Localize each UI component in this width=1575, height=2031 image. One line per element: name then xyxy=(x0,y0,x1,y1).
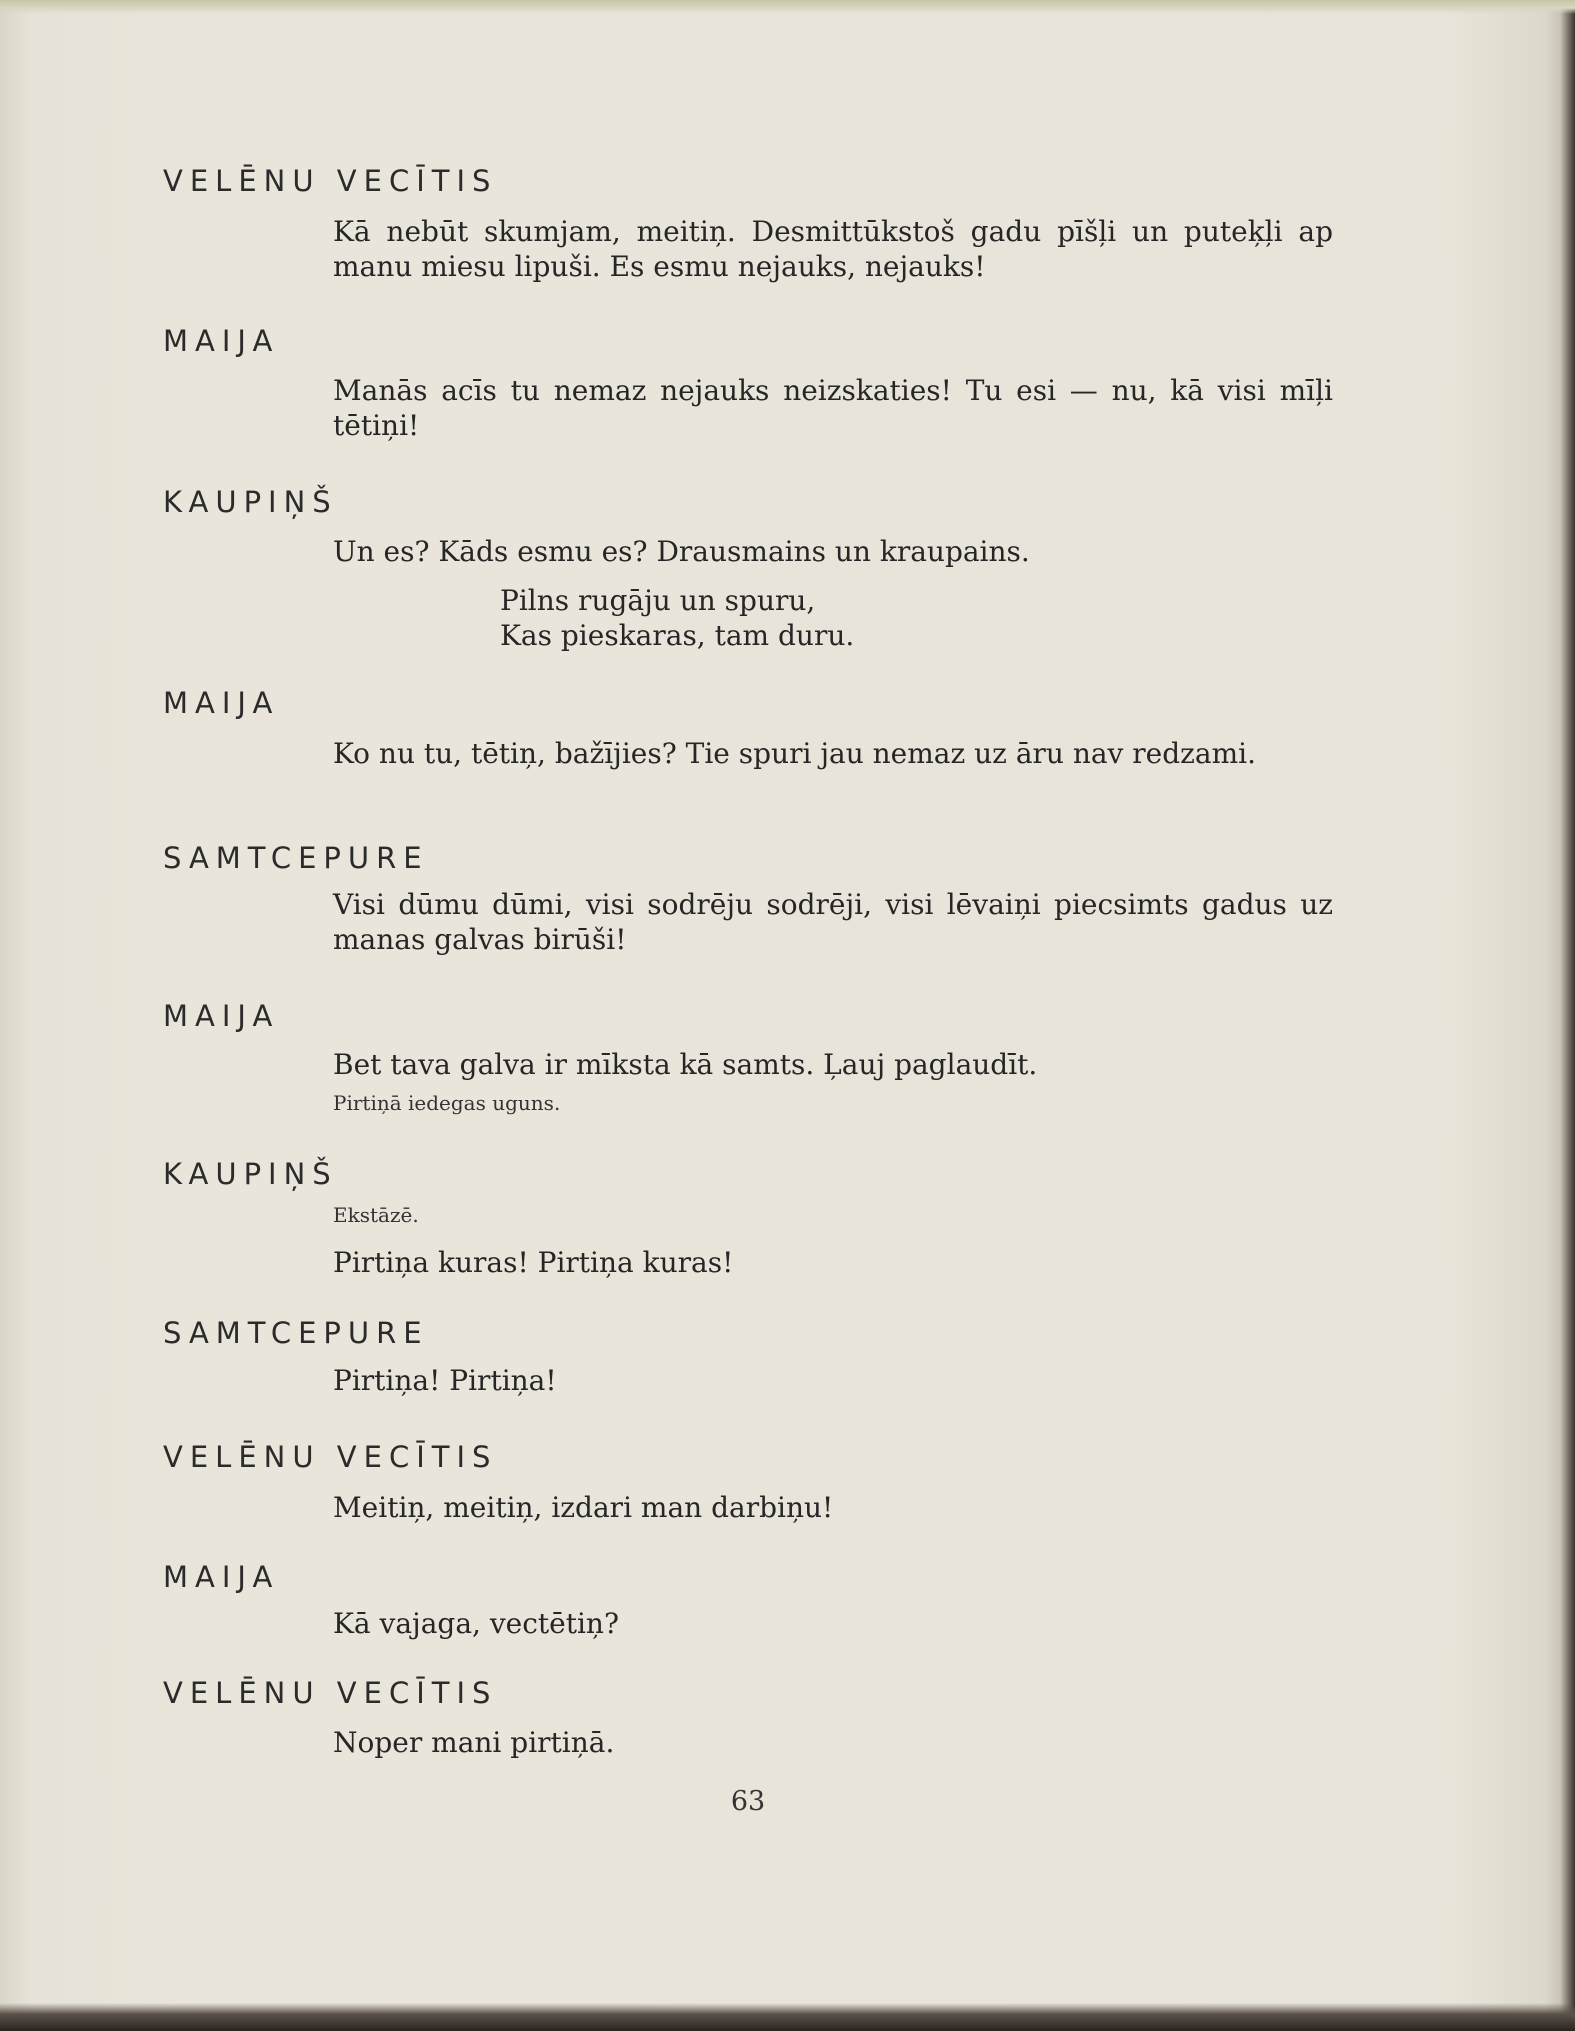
speaker-name: VELĒNU VECĪTIS xyxy=(163,1440,498,1474)
speaker-name: MAIJA xyxy=(163,686,280,720)
dialogue-line: Visi dūmu dūmi, visi sodrēju sodrēji, visi lēvaiņi piecsimts gadus uz manas galvas birūši! xyxy=(333,888,1333,956)
page-number: 63 xyxy=(730,1786,766,1817)
speaker-name: SAMTCEPURE xyxy=(163,841,429,875)
speaker-name: VELĒNU VECĪTIS xyxy=(163,164,498,198)
dialogue-line: Un es? Kāds esmu es? Drausmains un kraupains. xyxy=(333,535,1030,568)
speaker-name: KAUPIŅŠ xyxy=(163,1157,338,1191)
dialogue-line: Meitiņ, meitiņ, izdari man darbiņu! xyxy=(333,1491,834,1524)
speaker-name: SAMTCEPURE xyxy=(163,1316,429,1350)
dialogue-line: Bet tava galva ir mīksta kā samts. Ļauj paglaudīt. xyxy=(333,1048,1038,1081)
speaker-name: KAUPIŅŠ xyxy=(163,485,338,519)
dialogue-line: Ko nu tu, tētiņ, bažījies? Tie spuri jau nemaz uz āru nav redzami. xyxy=(333,737,1257,770)
dialogue-line: Kā nebūt skumjam, meitiņ. Desmittūkstoš gadu pīšļi un puteķļi ap manu miesu lipuši. Es esmu nejauks, nejauks! xyxy=(333,215,1333,283)
verse-line: Kas pieskaras, tam duru. xyxy=(500,619,855,652)
speaker-name: VELĒNU VECĪTIS xyxy=(163,1676,498,1710)
dialogue-line: Kā vajaga, vectētiņ? xyxy=(333,1607,619,1640)
speaker-name: MAIJA xyxy=(163,999,280,1033)
speaker-name: MAIJA xyxy=(163,324,280,358)
dialogue-line: Pirtiņa! Pirtiņa! xyxy=(333,1364,557,1397)
stage-direction: Pirtiņā iedegas uguns. xyxy=(333,1091,561,1115)
stage-direction: Ekstāzē. xyxy=(333,1203,419,1227)
dialogue-line: Pirtiņa kuras! Pirtiņa kuras! xyxy=(333,1246,734,1279)
speaker-name: MAIJA xyxy=(163,1560,280,1594)
verse-line: Pilns rugāju un spuru, xyxy=(500,584,816,617)
dialogue-line: Manās acīs tu nemaz nejauks neizskaties! Tu esi — nu, kā visi mīļi tētiņi! xyxy=(333,374,1333,442)
dialogue-line: Noper mani pirtiņā. xyxy=(333,1726,615,1759)
